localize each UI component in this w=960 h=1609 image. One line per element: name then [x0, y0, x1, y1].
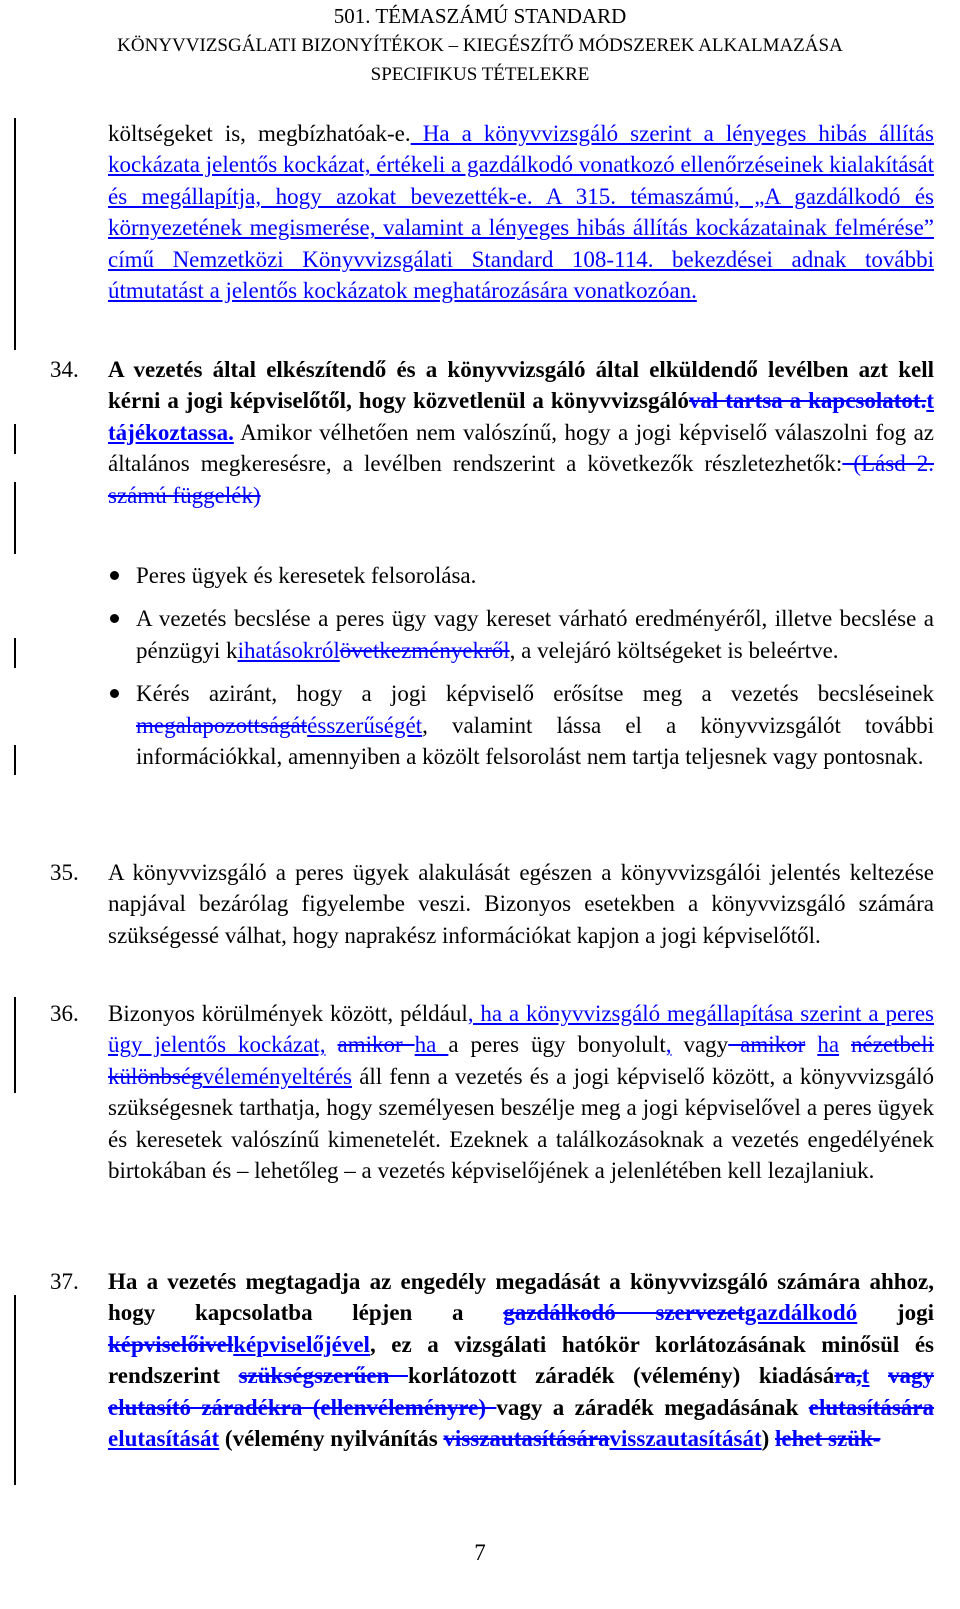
bullet-icon [110, 689, 119, 698]
para-text: A könyvvizsgáló a peres ügyek alakulását egészen a könyvvizsgálói jelentés keltezése napjával bezárólag figyelembe veszi. Bizonyos esetekben a könyvvizsgáló számára szükségessé válhat, hogy naprakész információkat kapjon a jogi képviselőtől. [108, 860, 934, 948]
change-bar [14, 638, 16, 668]
para-text [326, 1032, 338, 1057]
list-item [108, 603, 934, 666]
list-item-text: , a velejáró költségeket is beleértve. [509, 637, 839, 663]
bullet-list [50, 560, 934, 772]
paragraph-37 [50, 1266, 934, 1454]
list-item-text: Kérés aziránt, hogy a jogi képviselő erősítse meg a vezetés becsléseinek [136, 681, 934, 707]
deleted-text: gazdálkodó szervezet [503, 1300, 745, 1326]
para-text: áll fenn a vezetés és a jogi képviselő között, a könyvvizsgáló szükségesnek tarthatja, hogy személyesen beszélje meg a jogi képviselővel a peres ügyek és keresetek valószínű kimenetelét. Ezeknek a találkozásoknak a vezetés engedélyének birtokában és – lehetőleg – a vezetés képviselőjének a jelenlétében kell lezajlaniuk. [108, 1063, 934, 1184]
deleted-text: (Lásd 2. számú függelék) [108, 451, 934, 508]
inserted-text: Ha a könyvvizsgáló szerint a lényeges hibás állítás kockázata jelentős kockázat, értékeli a gazdálkodó vonatkozó ellenőrzéseinek kialakítását és megállapítja, hogy azokat bevezették-e. A 315. témaszámú, „A gazdálkodó és környezetének megismerése, valamint a lényeges hibás állítás kockázatainak felmérése” című Nemzetközi Könyvvizsgálati Standard 108-114. bekezdései adnak további útmutatást a jelentős kockázatok meghatározására vonatkozóan. [108, 121, 934, 304]
deleted-text: vagy elutasító záradékra (ellenvéleményre) [108, 1363, 934, 1420]
para-text: a peres ügy bonyolult [448, 1032, 666, 1058]
list-item-text: , valamint lássa el a könyvvizsgálót további információkkal, amennyiben a közölt felsorolást nem tartja teljesnek vagy pontosnak. [136, 712, 934, 770]
page-number: 7 [474, 1540, 486, 1565]
para-text: jogi [857, 1300, 934, 1326]
list-item [108, 560, 934, 591]
deleted-text: képviselőivel [108, 1331, 234, 1357]
inserted-text: t [861, 1363, 870, 1389]
deleted-text: visszautasítására [443, 1426, 610, 1452]
header-standard-title: 501. TÉMASZÁMÚ STANDARD [333, 4, 627, 28]
paragraph-number: 35. [50, 860, 79, 885]
paragraph-number: 37. [50, 1269, 79, 1294]
paragraph-34 [50, 354, 934, 511]
paragraph-number: 34. [50, 357, 79, 382]
deleted-text: lehet szük- [775, 1426, 881, 1452]
change-bar [14, 482, 16, 554]
bullet-icon [110, 571, 119, 580]
para-text: A vezetés által elkészítendő és a könyvvizsgáló által elküldendő levélben azt kell kérni a jogi képviselőtől, hogy közvetlenül a könyvvizsgáló [108, 357, 934, 414]
para-text [869, 1363, 888, 1388]
inserted-text: gazdálkodó [744, 1300, 858, 1326]
inserted-text: képviselőjével [233, 1331, 370, 1357]
inserted-text: t tájékoztassa. [108, 388, 934, 445]
change-bar [14, 997, 16, 1093]
inserted-text: ésszerűségét [307, 712, 423, 738]
inserted-text: , [665, 1032, 672, 1058]
header-subtitle-2: SPECIFIKUS TÉTELEKRE [370, 64, 590, 85]
change-bar [14, 118, 16, 350]
deleted-text: amikor [728, 1032, 806, 1058]
deleted-text: ra, [834, 1363, 862, 1389]
deleted-text: val tartsa a kapcsolatot. [688, 388, 927, 414]
bullet-icon [110, 614, 119, 623]
deleted-text: szükségszerűen [238, 1363, 408, 1389]
deleted-text: nézetbeli különbség [108, 1032, 935, 1089]
page-header [0, 0, 960, 89]
deleted-text: amikor [337, 1032, 415, 1058]
para-text [839, 1032, 851, 1057]
para-text: Bizonyos körülmények között, például [108, 1001, 468, 1026]
paragraph-36 [50, 998, 934, 1186]
para-text: ) [761, 1426, 776, 1452]
inserted-text: ihatásokról [237, 637, 340, 663]
change-bar [14, 424, 16, 454]
deleted-text: megalapozottságát [136, 712, 308, 738]
list-item-text: Peres ügyek és keresetek felsorolása. [136, 563, 477, 588]
para-text: , ez a vizsgálati hatókör korlátozásának minősül és rendszerint [108, 1331, 934, 1389]
para-text: korlátozott záradék (vélemény) kiadásá [407, 1363, 835, 1389]
para-text: Ha a vezetés megtagadja az engedély megadását a könyvvizsgáló számára ahhoz, hogy kapcsolatba lépjen a [108, 1269, 934, 1326]
inserted-text: visszautasítását [609, 1426, 762, 1452]
inserted-text: elutasítását [108, 1426, 220, 1452]
paragraph-continued [50, 118, 934, 306]
list-item-text: A vezetés becslése a peres ügy vagy kereset várható eredményéről, illetve becslése a pénzügyi k [136, 606, 934, 663]
para-text: (vélemény nyilvánítás [219, 1426, 444, 1452]
change-bar [14, 1295, 16, 1485]
header-subtitle: KÖNYVVIZSGÁLATI BIZONYÍTÉKOK – KIEGÉSZÍTŐ MÓDSZEREK ALKALMAZÁSA [117, 35, 843, 56]
inserted-text: véleményeltérés [202, 1063, 352, 1089]
para-text [805, 1032, 817, 1057]
para-text: vagy [671, 1032, 729, 1058]
inserted-text: , ha a könyvvizsgáló megállapítása szerint a peres ügy jelentős kockázat, [108, 1001, 934, 1058]
para-text: vagy a záradék megadásának [496, 1394, 809, 1420]
change-bar [14, 745, 16, 775]
deleted-text: elutasítására [808, 1394, 934, 1420]
para-text: Amikor vélhetően nem valószínű, hogy a jogi képviselő válaszolni fog az általános megkeresésre, a levélben rendszerint a következők részletezhetők: [108, 419, 934, 477]
deleted-text: övetkezményekről [339, 637, 510, 663]
paragraph-number: 36. [50, 1001, 79, 1026]
list-item [108, 678, 934, 772]
inserted-text: ha [414, 1032, 449, 1058]
paragraph-35 [50, 857, 934, 951]
inserted-text: ha [817, 1032, 840, 1058]
para-text: költségeket is, megbízhatóak-e. [108, 121, 411, 146]
